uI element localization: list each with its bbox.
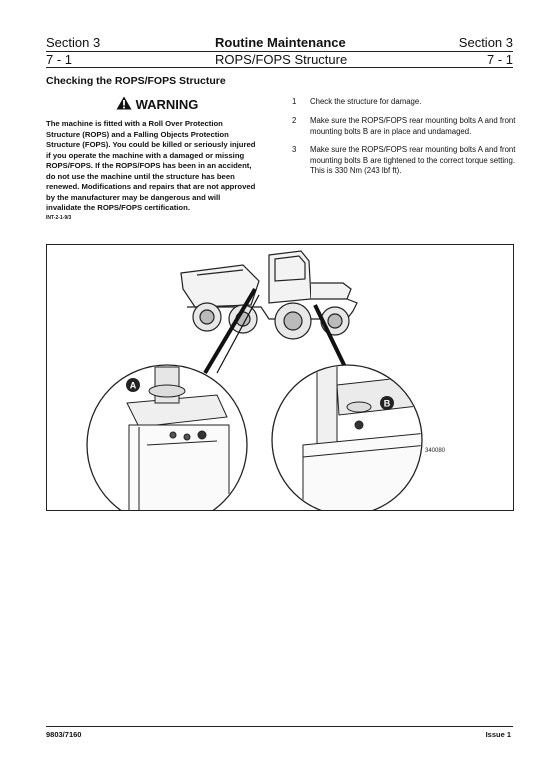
callout-b-label: B: [383, 398, 391, 409]
detail-b-illustration: [272, 355, 427, 510]
page-subtitle: ROPS/FOPS Structure: [215, 52, 348, 67]
warning-line: by the manufacturer may be dangerous and will: [46, 192, 221, 202]
footer-rule: [46, 726, 513, 727]
callout-b: [380, 396, 394, 410]
page-number-left: 7 - 1: [46, 52, 73, 67]
warning-line: Structure (FOPS). You could be killed or seriously injured: [46, 140, 256, 149]
warning-block: [46, 96, 268, 221]
issue-label: Issue 1: [485, 730, 511, 739]
callout-a: [126, 378, 140, 392]
figure-reference: 340080: [425, 448, 446, 454]
subheader-rule: [46, 67, 513, 68]
section-label-left: Section 3: [46, 35, 101, 50]
page-number-right: 7 - 1: [486, 52, 513, 67]
warning-line: ROPS/FOPS. If the ROPS/FOPS has been in an accident,: [46, 161, 252, 170]
warning-line: if you operate the machine with a damaged or missing: [46, 150, 245, 160]
dump-truck-illustration: [181, 251, 357, 339]
callout-a-label: A: [129, 380, 137, 391]
document-number: 9803/7160: [46, 730, 82, 739]
warning-header: [46, 96, 268, 113]
step-text: Check the structure for damage.: [310, 97, 422, 106]
warning-line: renewed. Modifications and repairs that are not approved: [46, 182, 256, 191]
warning-code: INT-2-1-9/3: [46, 214, 72, 221]
section-heading: Checking the ROPS/FOPS Structure: [46, 75, 226, 87]
warning-text: [46, 119, 268, 214]
section-label-right: Section 3: [458, 35, 513, 50]
step-number: 1: [292, 97, 297, 106]
warning-triangle-icon: [116, 96, 132, 113]
warning-line: do not use the machine until the structure has been: [46, 171, 235, 181]
step-text: Make sure the ROPS/FOPS rear mounting bolts A and front mounting bolts B are tightened to the correct torque setting. This is 330 Nm (243 lbf ft).: [310, 145, 516, 175]
rops-figure: [46, 244, 514, 511]
detail-a-illustration: [87, 365, 247, 510]
warning-title: WARNING: [135, 97, 199, 112]
chapter-title: Routine Maintenance: [215, 35, 346, 50]
warning-line: The machine is fitted with a Roll Over Protection: [46, 119, 223, 128]
step-number: 2: [292, 116, 297, 125]
rops-illustration: [47, 245, 513, 510]
step-text: Make sure the ROPS/FOPS rear mounting bolts A and front mounting bolts B are in place and undamaged.: [310, 116, 516, 136]
warning-line: Structure (ROPS) and a Falling Objects Protection: [46, 129, 229, 139]
step-number: 3: [292, 145, 297, 154]
warning-line: invalidate the ROPS/FOPS certification.: [46, 203, 190, 212]
